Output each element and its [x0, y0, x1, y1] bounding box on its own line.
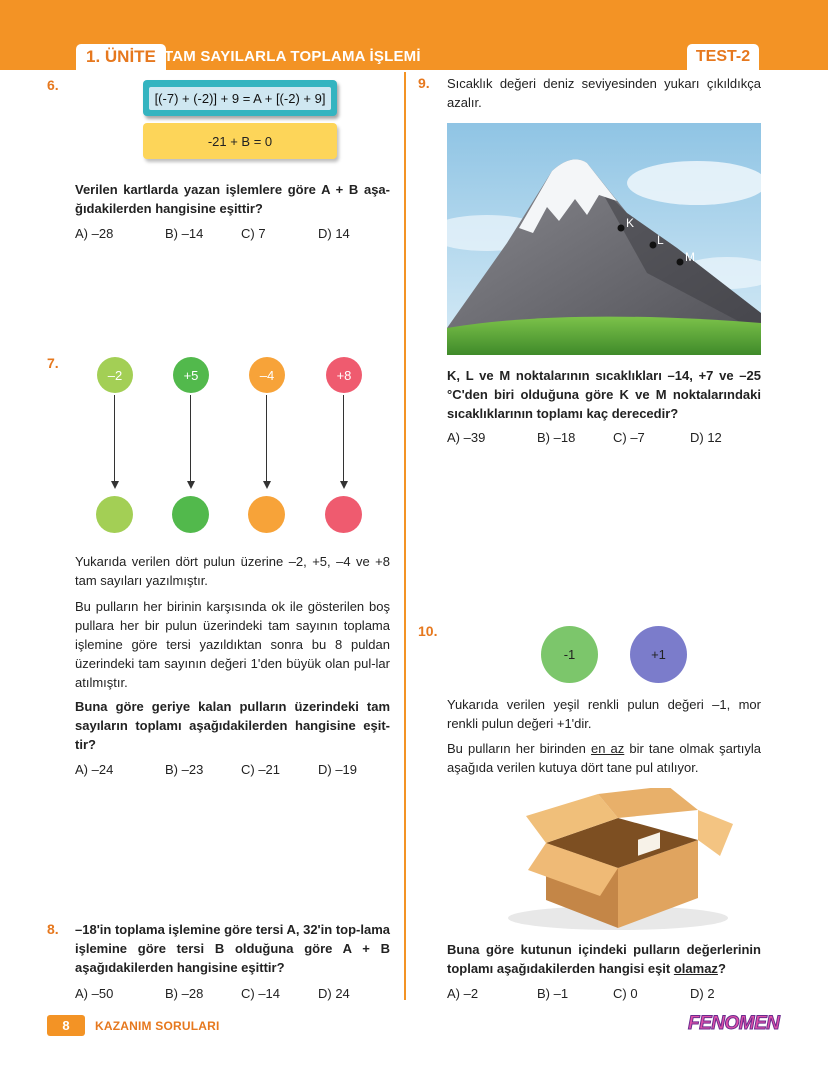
- q8-question: –18'in toplama işlemine göre tersi A, 32'in top-lama işlemine göre tersi B olduğuna göre A + B aşağıdakilerden hangisine eşittir?: [75, 922, 390, 975]
- point-l-marker: [650, 242, 657, 249]
- q7-paragraph-1: Yukarıda verilen dört pulun üzerine –2, +5, –4 ve +8 tam sayıları yazılmıştır.: [75, 554, 390, 588]
- q10-p2-emphasis: en az: [590, 741, 625, 756]
- q10-option-c[interactable]: C) 0: [613, 986, 638, 1001]
- q7-empty-chip: [96, 496, 133, 533]
- q10-question-emphasis: olamaz: [673, 961, 718, 976]
- brand-logo: FENOMEN: [688, 1013, 780, 1034]
- q10-question-part-a: Buna göre kutunun içindeki pulların değerlerinin toplamı aşağıdakilerden hangisi eşit: [447, 942, 761, 976]
- q7-option-c[interactable]: C) –21: [241, 762, 281, 777]
- q10-option-b[interactable]: B) –1: [537, 986, 569, 1001]
- q10-question-part-b: ?: [717, 961, 726, 976]
- point-k-label: K: [626, 216, 635, 230]
- q7-option-a[interactable]: A) –24: [75, 762, 114, 777]
- point-k-marker: [618, 225, 625, 232]
- q10-paragraph-1: Yukarıda verilen yeşil renkli pulun değeri –1, mor renkli pulun değeri +1'dir.: [447, 697, 761, 731]
- q8-option-a[interactable]: A) –50: [75, 986, 114, 1001]
- q6-option-a[interactable]: A) –28: [75, 226, 114, 241]
- q8-number: 8.: [47, 921, 59, 937]
- q7-number: 7.: [47, 355, 59, 371]
- column-divider: [404, 72, 406, 1000]
- q6-option-b[interactable]: B) –14: [165, 226, 204, 241]
- q7-question: Buna göre geriye kalan pulların üzerindeki tam sayıların toplamı aşağıdakilerden hangisine eşit-tir?: [75, 699, 390, 752]
- q7-top-chip: +8: [326, 357, 362, 393]
- q9-intro: Sıcaklık değeri deniz seviyesinden yukarı çıkıldıkça azalır.: [447, 76, 761, 110]
- q9-option-a[interactable]: A) –39: [447, 430, 486, 445]
- q7-option-b[interactable]: B) –23: [165, 762, 204, 777]
- q8-option-b[interactable]: B) –28: [165, 986, 204, 1001]
- q10-paragraph-2: [447, 739, 761, 777]
- q10-question: [447, 940, 761, 978]
- q7-arrow-head: [111, 481, 119, 489]
- q9-option-b[interactable]: B) –18: [537, 430, 576, 445]
- q10-option-d[interactable]: D) 2: [690, 986, 715, 1001]
- open-box-illustration: [498, 788, 738, 933]
- q7-arrow: [190, 395, 191, 481]
- unit-label: 1. ÜNİTE: [76, 44, 166, 70]
- q8-option-c[interactable]: C) –14: [241, 986, 281, 1001]
- q7-arrow: [266, 395, 267, 481]
- q7-empty-chip: [325, 496, 362, 533]
- q10-p2-part-a: Bu pulların her birinden: [447, 741, 591, 756]
- q9-option-d[interactable]: D) 12: [690, 430, 722, 445]
- purple-chip: +1: [630, 626, 687, 683]
- mountain-illustration: [447, 123, 761, 355]
- q6-card-2: -21 + B = 0: [143, 123, 337, 159]
- q6-card-1-text: [(-7) + (-2)] + 9 = A + [(-2) + 9]: [149, 87, 332, 110]
- q10-number: 10.: [418, 623, 438, 639]
- q7-arrow: [114, 395, 115, 481]
- test-label: TEST-2: [687, 44, 759, 70]
- q7-top-chip: –2: [97, 357, 133, 393]
- q9-question: K, L ve M noktalarının sıcaklıkları –14, +7 ve –25 °C'den biri olduğuna göre K ve M noktalarındaki sıcaklıklarının toplamı kaç derecedir?: [447, 368, 761, 421]
- unit-title: TAM SAYILARLA TOPLAMA İŞLEMİ: [164, 48, 421, 65]
- q7-arrow: [343, 395, 344, 481]
- q7-arrow-head: [340, 481, 348, 489]
- q7-top-chip: –4: [249, 357, 285, 393]
- q6-card-1: [143, 80, 337, 116]
- page-number: 8: [47, 1015, 85, 1036]
- q7-arrow-head: [187, 481, 195, 489]
- q6-number: 6.: [47, 77, 59, 93]
- point-m-label: M: [685, 250, 695, 264]
- point-l-label: L: [657, 233, 664, 247]
- q10-p2-part-b: bir tane olmak şartıyla aşağıda verilen kutuya dört tane pul atılıyor.: [447, 741, 762, 775]
- q9-option-c[interactable]: C) –7: [613, 430, 645, 445]
- q7-paragraph-2: Bu pulların her birinin karşısında ok ile gösterilen boş pullara her bir pulun üzerindeki tam sayının toplama işlemine göre tersi yazıldıktan sonra bu 8 puldan üzerindeki tam sayının değeri 1'den büyük olan pul-lar atılmıştır.: [75, 599, 390, 690]
- q6-option-c[interactable]: C) 7: [241, 226, 266, 241]
- q7-arrow-head: [263, 481, 271, 489]
- footer-label: KAZANIM SORULARI: [95, 1019, 220, 1033]
- q7-top-chip: +5: [173, 357, 209, 393]
- q6-option-d[interactable]: D) 14: [318, 226, 350, 241]
- q6-question: Verilen kartlarda yazan işlemlere göre A + B aşa-ğıdakilerden hangisine eşittir?: [75, 182, 390, 216]
- q7-empty-chip: [172, 496, 209, 533]
- q10-option-a[interactable]: A) –2: [447, 986, 479, 1001]
- q7-empty-chip: [248, 496, 285, 533]
- q9-number: 9.: [418, 75, 430, 91]
- q8-option-d[interactable]: D) 24: [318, 986, 350, 1001]
- q7-option-d[interactable]: D) –19: [318, 762, 358, 777]
- point-m-marker: [677, 259, 684, 266]
- green-chip: -1: [541, 626, 598, 683]
